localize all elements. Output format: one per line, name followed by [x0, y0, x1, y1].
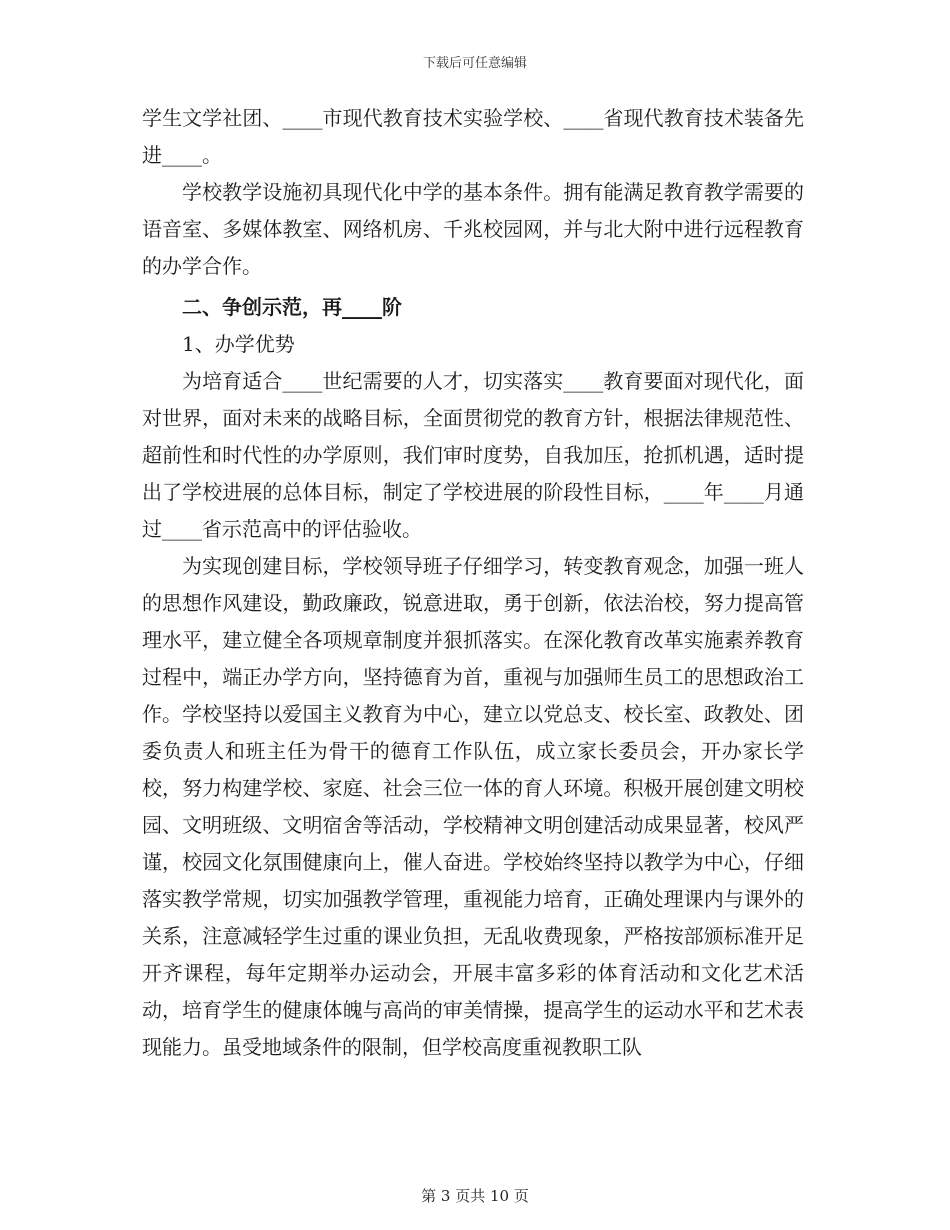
- paragraph-management: 为实现创建目标，学校领导班子仔细学习，转变教育观念，加强一班人的思想作风建设，勤政廉政，锐意进取，勇于创新，依法治校，努力提高管理水平，建立健全各项规章制度并狠抓落实。在深化教育改革实施素养教育过程中，端正办学方向，坚持德育为首，重视与加强师生员工的思想政治工作。学校坚持以爱国主义教育为中心，建立以党总支、校长室、政教处、团委负责人和班主任为骨干的德育工作队伍，成立家长委员会，开办家长学校，努力构建学校、家庭、社会三位一体的育人环境。积极开展创建文明校园、文明班级、文明宿舍等活动，学校精神文明创建活动成果显著，校风严谨，校园文化氛围健康向上，催人奋进。学校始终坚持以教学为中心，仔细落实教学常规，切实加强教学管理，重视能力培育，正确处理课内与课外的关系，注意减轻学生过重的课业负担，无乱收费现象，严格按部颁标准开足开齐课程，每年定期举办运动会，开展丰富多彩的体育活动和文化艺术活动，培育学生的健康体魄与高尚的审美情操，提高学生的运动水平和艺术表现能力。虽受地域条件的限制，但学校高度重视教职工队: [142, 554, 804, 1059]
- paragraph-goals: 为培育适合____世纪需要的人才，切实落实____教育要面对现代化，面对世界，面对未来的战略目标，全面贯彻党的教育方针，根据法律规范性、超前性和时代性的办学原则，我们审时度势，自我加压，抢抓机遇，适时提出了学校进展的总体目标，制定了学校进展的阶段性目标，____年____月通过____省示范高中的评估验收。: [142, 369, 804, 541]
- subsection-heading: 1、办学优势: [182, 332, 295, 356]
- page-footer: 第 3 页共 10 页: [421, 1187, 529, 1205]
- paragraph-continued: 学生文学社团、____市现代教育技术实验学校、____省现代教育技术装备先进____。: [142, 106, 804, 167]
- document-body: [142, 100, 804, 1066]
- page-header: 下载后可任意编辑: [422, 56, 527, 71]
- section-heading: 二、争创示范，再____阶: [182, 295, 402, 319]
- paragraph-facilities: 学校教学设施初具现代化中学的基本条件。拥有能满足教育教学需要的语音室、多媒体教室、网络机房、千兆校园网，并与北大附中进行远程教育的办学合作。: [142, 180, 804, 278]
